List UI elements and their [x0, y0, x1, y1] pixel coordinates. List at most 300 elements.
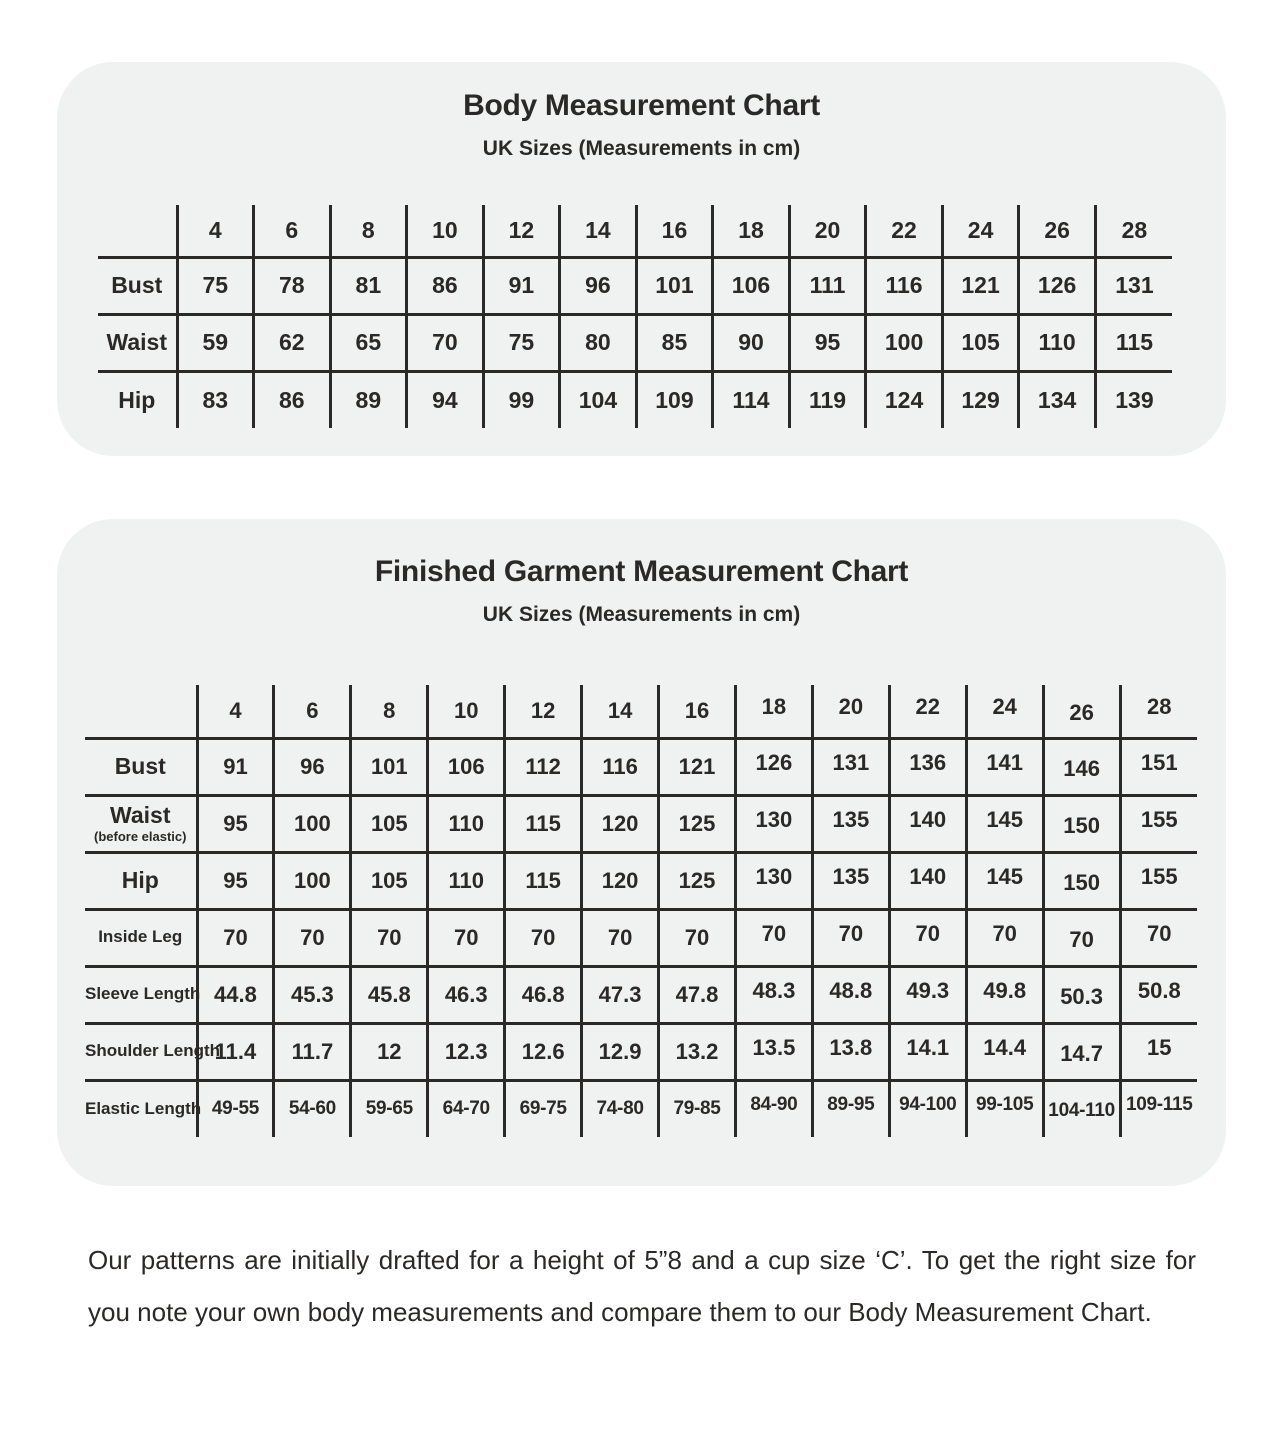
measurement-value: 70 [432, 329, 458, 355]
measurement-value-cell [274, 1023, 351, 1080]
measurement-value: 104-110 [1048, 1100, 1115, 1122]
measurement-value-cell [177, 314, 254, 371]
size-label: 20 [838, 693, 864, 719]
measurement-value-cell [560, 371, 637, 428]
measurement-value: 85 [661, 329, 688, 355]
measurement-value: 112 [525, 753, 561, 779]
measurement-value: 59-65 [365, 1098, 413, 1120]
measurement-value-cell [197, 1080, 274, 1137]
size-header-cell [889, 685, 966, 738]
measurement-value: 151 [1140, 749, 1178, 775]
measurement-value: 50.8 [1137, 977, 1181, 1003]
measurement-value-cell [1120, 1080, 1197, 1137]
measurement-value-cell [1120, 1023, 1197, 1080]
measurement-value-cell [1043, 966, 1120, 1023]
measurement-value-cell [735, 852, 812, 909]
measurement-value: 116 [885, 272, 923, 298]
measurement-value: 70 [223, 924, 248, 950]
row-label: Bust [114, 752, 166, 779]
measurement-value: 49-55 [211, 1098, 260, 1120]
measurement-value-cell [1043, 795, 1120, 852]
measurement-value: 106 [447, 753, 485, 779]
size-header-cell [789, 205, 866, 257]
size-header-cell [636, 205, 713, 257]
measurement-value: 15 [1147, 1034, 1172, 1060]
measurement-value-cell [812, 738, 889, 795]
measurement-value-cell [582, 1080, 659, 1137]
measurement-value: 69-75 [519, 1098, 567, 1120]
measurement-value-cell [942, 314, 1019, 371]
size-label: 22 [891, 216, 917, 243]
measurement-value-cell [351, 795, 428, 852]
measurement-value-cell [330, 257, 407, 314]
measurement-value-cell [889, 966, 966, 1023]
measurement-value: 70 [915, 920, 940, 946]
measurement-value-cell [966, 1080, 1043, 1137]
measurement-value: 129 [961, 386, 1000, 413]
measurement-value: 110 [448, 867, 484, 893]
measurement-value-cell [274, 909, 351, 966]
measurement-value: 64-70 [442, 1098, 490, 1120]
measurement-row [85, 909, 1197, 966]
measurement-value-cell [659, 738, 736, 795]
size-header-cell [1095, 205, 1172, 257]
measurement-value-cell [428, 909, 505, 966]
measurement-value: 45.8 [367, 981, 411, 1007]
size-label: 14 [585, 216, 611, 243]
measurement-value: 124 [884, 386, 924, 413]
measurement-value: 111 [809, 272, 846, 298]
measurement-value-cell [659, 852, 736, 909]
measurement-value-cell [177, 257, 254, 314]
size-label: 18 [761, 693, 787, 719]
measurement-value-cell [735, 795, 812, 852]
measurement-value-cell [659, 909, 736, 966]
garment-measurement-chart-card [57, 519, 1226, 1186]
measurement-value-cell [254, 257, 331, 314]
size-label: 4 [229, 697, 242, 723]
size-header-cell [866, 205, 943, 257]
measurement-value-cell [812, 909, 889, 966]
measurement-value-cell [483, 371, 560, 428]
measurement-value-cell [866, 371, 943, 428]
row-label-cell [85, 909, 197, 966]
size-header-cell [483, 205, 560, 257]
measurement-value: 99 [508, 386, 535, 413]
measurement-value-cell [274, 795, 351, 852]
measurement-value: 100 [294, 810, 331, 836]
measurement-value-cell [428, 1023, 505, 1080]
measurement-value-cell [966, 738, 1043, 795]
measurement-value-cell [966, 909, 1043, 966]
measurement-value-cell [351, 738, 428, 795]
measurement-value: 100 [884, 329, 924, 355]
measurement-value-cell [659, 1080, 736, 1137]
measurement-row [85, 852, 1197, 909]
size-header-cell [735, 685, 812, 738]
measurement-value-cell [889, 909, 966, 966]
measurement-value-cell [789, 371, 866, 428]
measurement-value-cell [582, 909, 659, 966]
measurement-value: 120 [601, 867, 639, 893]
measurement-value: 65 [355, 329, 382, 355]
measurement-value-cell [966, 852, 1043, 909]
size-header-cell [1043, 685, 1120, 738]
measurement-value: 95 [223, 810, 248, 836]
measurement-value: 105 [370, 867, 408, 893]
measurement-value-cell [789, 314, 866, 371]
measurement-value: 135 [832, 806, 870, 832]
measurement-value: 78 [279, 272, 305, 298]
size-label: 28 [1121, 216, 1148, 243]
row-label-cell [85, 738, 197, 795]
measurement-value-cell [636, 257, 713, 314]
measurement-value: 86 [432, 272, 458, 298]
measurement-value: 11.7 [291, 1038, 334, 1064]
corner-cell [85, 685, 197, 738]
row-label: Bust [111, 272, 163, 298]
size-header-cell [330, 205, 407, 257]
size-label: 22 [915, 693, 940, 719]
measurement-value: 136 [909, 749, 947, 775]
measurement-value: 101 [655, 272, 694, 298]
row-label-cell [98, 371, 177, 428]
measurement-value: 50.3 [1060, 983, 1104, 1009]
measurement-value-cell [274, 966, 351, 1023]
measurement-value: 150 [1063, 812, 1100, 838]
measurement-value-cell [428, 966, 505, 1023]
measurement-value-cell [1120, 738, 1197, 795]
measurement-value-cell [351, 1080, 428, 1137]
size-header-cell [274, 685, 351, 738]
measurement-value: 70 [530, 924, 556, 950]
sizing-note-paragraph: Our patterns are initially drafted for a height of 5”8 and a cup size ‘C’. To get the right size for you note your own body measurements and compare them to our Body Measurement Chart. [88, 1245, 1196, 1327]
measurement-value: 145 [986, 806, 1024, 832]
size-header-cell [942, 205, 1019, 257]
measurement-value-cell [351, 909, 428, 966]
row-sublabel: (before elastic) [94, 829, 187, 845]
size-label: 24 [992, 693, 1017, 719]
measurement-value: 125 [678, 810, 716, 836]
measurement-row [98, 371, 1172, 428]
measurement-value: 79-85 [673, 1098, 721, 1120]
measurement-value: 139 [1115, 386, 1154, 413]
measurement-value: 125 [678, 867, 716, 893]
measurement-value: 109-115 [1125, 1094, 1193, 1116]
measurement-value: 134 [1037, 386, 1077, 413]
measurement-value-cell [636, 314, 713, 371]
row-label: Elastic Length [85, 1098, 202, 1118]
measurement-value: 94-100 [899, 1094, 957, 1116]
measurement-value-cell [966, 966, 1043, 1023]
measurement-value: 48.3 [752, 977, 796, 1003]
measurement-value-cell [582, 852, 659, 909]
row-label-cell [85, 795, 197, 852]
measurement-value: 110 [448, 810, 484, 836]
measurement-value-cell [407, 314, 484, 371]
measurement-row [98, 257, 1172, 314]
measurement-value: 99-105 [975, 1094, 1034, 1116]
measurement-value: 70 [684, 924, 710, 950]
size-header-cell [966, 685, 1043, 738]
measurement-value: 105 [961, 329, 1000, 355]
measurement-value-cell [351, 1023, 428, 1080]
measurement-value-cell [1043, 738, 1120, 795]
row-label: Shoulder Length [85, 1041, 221, 1061]
measurement-value-cell [735, 1023, 812, 1080]
size-label: 28 [1147, 693, 1172, 719]
measurement-value-cell [735, 738, 812, 795]
size-header-cell [428, 685, 505, 738]
measurement-value: 145 [986, 863, 1024, 889]
measurement-value-cell [789, 257, 866, 314]
measurement-value-cell [812, 795, 889, 852]
measurement-value: 49.8 [983, 977, 1027, 1003]
size-label: 10 [453, 697, 479, 723]
measurement-value-cell [1043, 1023, 1120, 1080]
measurement-value-cell [505, 795, 582, 852]
measurement-value: 12.6 [521, 1038, 565, 1064]
row-label: Hip [118, 386, 156, 413]
measurement-value: 89-95 [827, 1094, 875, 1116]
size-label: 8 [361, 216, 375, 243]
measurement-value: 96 [585, 272, 611, 298]
measurement-value: 45.3 [290, 981, 334, 1007]
measurement-value-cell [1019, 371, 1096, 428]
size-label: 6 [285, 216, 299, 243]
measurement-value-cell [889, 1023, 966, 1080]
measurement-value-cell [582, 966, 659, 1023]
measurement-value-cell [197, 966, 274, 1023]
size-label: 16 [684, 697, 710, 723]
measurement-value-cell [735, 966, 812, 1023]
measurement-value: 135 [832, 863, 870, 889]
measurement-value: 54-60 [288, 1098, 336, 1120]
measurement-value: 115 [525, 810, 561, 836]
measurement-value: 95 [223, 867, 248, 893]
measurement-value: 95 [814, 329, 841, 355]
measurement-value: 49.3 [906, 977, 950, 1003]
measurement-value: 74-80 [596, 1098, 644, 1120]
measurement-value: 130 [755, 806, 793, 832]
measurement-value-cell [197, 738, 274, 795]
measurement-value-cell [942, 257, 1019, 314]
size-header-cell [713, 205, 790, 257]
measurement-value-cell [274, 1080, 351, 1137]
measurement-value-cell [713, 314, 790, 371]
measurement-value: 11.4 [214, 1038, 257, 1064]
size-header-row [98, 205, 1172, 257]
measurement-value-cell [582, 738, 659, 795]
measurement-value-cell [330, 314, 407, 371]
row-label-cell [85, 1080, 202, 1137]
measurement-row [85, 1023, 1197, 1080]
measurement-value-cell [1120, 852, 1197, 909]
measurement-value: 140 [909, 806, 947, 832]
measurement-value: 70 [300, 924, 325, 950]
measurement-value: 105 [370, 810, 408, 836]
measurement-value: 83 [202, 386, 229, 413]
measurement-value-cell [407, 257, 484, 314]
measurement-value: 91 [223, 753, 248, 779]
measurement-value: 80 [585, 329, 611, 355]
measurement-value-cell [659, 966, 736, 1023]
measurement-value-cell [1019, 314, 1096, 371]
measurement-value: 70 [1069, 926, 1094, 952]
measurement-value-cell [1120, 966, 1197, 1023]
measurement-value-cell [636, 371, 713, 428]
size-label: 6 [306, 697, 319, 723]
row-label-cell [98, 314, 177, 371]
measurement-value: 146 [1063, 755, 1100, 781]
measurement-value-cell [713, 371, 790, 428]
size-label: 12 [530, 697, 556, 723]
measurement-value-cell [254, 371, 331, 428]
measurement-value-cell [505, 1023, 582, 1080]
measurement-value-cell [351, 852, 428, 909]
measurement-value-cell [483, 257, 560, 314]
measurement-value-cell [889, 738, 966, 795]
measurement-value-cell [428, 738, 505, 795]
measurement-value: 130 [755, 863, 793, 889]
measurement-value: 104 [578, 386, 618, 413]
garment-chart-subtitle: UK Sizes (Measurements in cm) [482, 603, 801, 626]
measurement-value-cell [505, 909, 582, 966]
measurement-row [85, 1080, 1197, 1137]
measurement-value-cell [1120, 795, 1197, 852]
measurement-value-cell [889, 852, 966, 909]
measurement-value: 114 [732, 386, 770, 413]
row-label: Sleeve Length [85, 984, 201, 1004]
measurement-value-cell [713, 257, 790, 314]
measurement-value-cell [407, 371, 484, 428]
measurement-value: 44.8 [214, 981, 257, 1007]
row-label-cell [85, 852, 197, 909]
measurement-value-cell [1120, 909, 1197, 966]
measurement-row [85, 966, 1197, 1023]
measurement-value: 13.8 [829, 1034, 873, 1060]
measurement-value-cell [582, 1023, 659, 1080]
measurement-value-cell [942, 371, 1019, 428]
measurement-value: 101 [370, 753, 408, 779]
measurement-value: 47.3 [598, 981, 642, 1007]
measurement-value: 115 [1115, 329, 1153, 355]
size-header-cell [659, 685, 736, 738]
measurement-value: 81 [355, 272, 382, 298]
measurement-value: 70 [992, 920, 1017, 946]
measurement-value-cell [254, 314, 331, 371]
measurement-value: 90 [738, 329, 764, 355]
measurement-value-cell [560, 314, 637, 371]
garment-measurement-table [85, 685, 1197, 1137]
measurement-value-cell [428, 1080, 505, 1137]
measurement-value-cell [177, 371, 254, 428]
measurement-row [85, 738, 1197, 795]
row-label: Waist [110, 801, 171, 828]
size-header-cell [560, 205, 637, 257]
measurement-value: 91 [508, 272, 535, 298]
measurement-value: 96 [300, 753, 325, 779]
measurement-value: 120 [601, 810, 639, 836]
corner-cell [98, 205, 177, 257]
size-header-cell [505, 685, 582, 738]
measurement-value: 86 [279, 386, 305, 413]
size-header-cell [1019, 205, 1096, 257]
measurement-value: 110 [1038, 329, 1076, 355]
measurement-value-cell [505, 852, 582, 909]
measurement-value: 12.3 [444, 1038, 488, 1064]
measurement-value: 48.8 [829, 977, 873, 1003]
measurement-value: 47.8 [675, 981, 719, 1007]
body-chart-title: Body Measurement Chart [463, 89, 820, 122]
measurement-value-cell [1095, 314, 1172, 371]
size-label: 24 [967, 216, 994, 243]
measurement-value-cell [351, 966, 428, 1023]
size-label: 26 [1069, 699, 1094, 725]
garment-chart-title: Finished Garment Measurement Chart [374, 555, 909, 588]
measurement-value-cell [1095, 257, 1172, 314]
measurement-value-cell [812, 966, 889, 1023]
size-label: 26 [1044, 216, 1070, 243]
measurement-value-cell [1043, 1080, 1120, 1137]
measurement-value: 13.2 [675, 1038, 719, 1064]
measurement-value: 119 [808, 386, 847, 413]
measurement-value: 116 [602, 753, 638, 779]
measurement-value: 59 [202, 329, 229, 355]
measurement-value: 84-90 [750, 1094, 798, 1116]
measurement-value-cell [659, 795, 736, 852]
measurement-value: 126 [755, 749, 793, 775]
measurement-value: 100 [294, 867, 331, 893]
measurement-value: 121 [678, 753, 716, 779]
size-header-cell [1120, 685, 1197, 738]
body-measurement-table [98, 205, 1172, 428]
row-label-cell [98, 257, 177, 314]
measurement-value: 109 [655, 386, 694, 413]
size-label: 4 [208, 216, 222, 243]
measurement-value: 75 [202, 272, 229, 298]
measurement-value-cell [735, 1080, 812, 1137]
measurement-value: 62 [279, 329, 305, 355]
measurement-value-cell [197, 909, 274, 966]
measurement-value-cell [505, 966, 582, 1023]
measurement-row [85, 795, 1197, 852]
measurement-value-cell [274, 738, 351, 795]
size-header-cell [254, 205, 331, 257]
size-label: 10 [432, 216, 458, 243]
measurement-value: 70 [1147, 920, 1172, 946]
size-header-cell [582, 685, 659, 738]
measurement-value-cell [812, 1023, 889, 1080]
measurement-value: 131 [1115, 272, 1154, 298]
measurement-value-cell [197, 852, 274, 909]
size-header-cell [351, 685, 428, 738]
measurement-value: 89 [355, 386, 382, 413]
measurement-value: 14.7 [1060, 1040, 1104, 1066]
measurement-value-cell [866, 257, 943, 314]
measurement-row [98, 314, 1172, 371]
measurement-value-cell [274, 852, 351, 909]
measurement-value-cell [197, 795, 274, 852]
measurement-value: 46.8 [521, 981, 565, 1007]
measurement-value-cell [735, 909, 812, 966]
measurement-value: 12.9 [598, 1038, 642, 1064]
body-chart-subtitle: UK Sizes (Measurements in cm) [482, 137, 801, 160]
measurement-value-cell [428, 795, 505, 852]
measurement-value: 75 [508, 329, 535, 355]
measurement-value-cell [966, 795, 1043, 852]
measurement-value: 140 [909, 863, 947, 889]
